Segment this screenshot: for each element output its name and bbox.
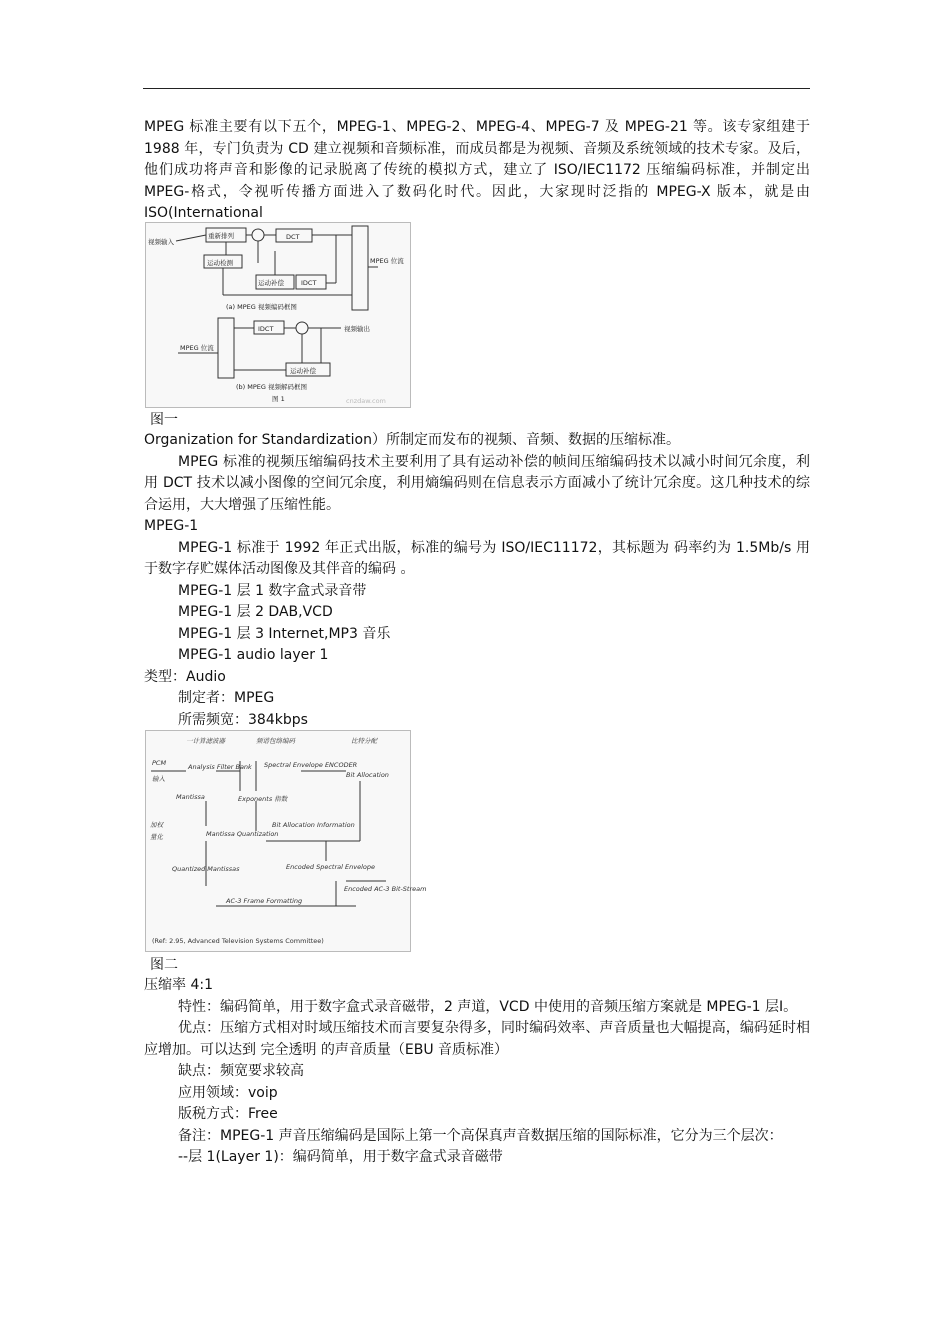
figure1-caption: 图一 [150,412,178,428]
list-layer2: MPEG-1 层 2 DAB,VCD [178,604,333,620]
heading-mpeg1: MPEG-1 [144,518,199,534]
fig1-reorder: 重新排列 [208,232,234,240]
fig1-motion-est: 运动检测 [207,259,233,267]
fig2-credit: (Ref: 2.95, Advanced Television Systems Committee) [152,937,324,945]
paragraph-intro: MPEG 标准主要有以下五个，MPEG-1、MPEG-2、MPEG-4、MPEG-7 及 MPEG-21 等。该专家组建于 1988 年，专门负责为 CD 建立视频和音频标准，而成员都是为视频、音频及系统领域的技术专家。及后，他们成功将声音和影像的记录脱离了传统的模拟方式，建立了 ISO/IEC1172 压缩编码标准，并制定出 MPEG-格式，令视听传播方面进入了数码化时代。因此，大家现时泛指的 MPEG-X 版本，就是由 ISO(International [144,119,810,221]
ratio-line: 压缩率 4:1 [144,977,213,993]
fig1-video-in: 视频输入 [148,238,174,246]
fig2-left2: 量化 [150,833,163,841]
paragraph-mpeg1-standard: MPEG-1 标准于 1992 年正式出版，标准的编号为 ISO/IEC11172，其标题为 码率约为 1.5Mb/s 用于数字存贮媒体活动图像及其伴音的编码 。 [144,539,810,577]
paragraph-org: Organization for Standardization）所制定而发布的视频、音频、数据的压缩标准。 [144,432,680,448]
fig1-idct2: IDCT [258,325,274,333]
maker-line: 制定者：MPEG [178,690,275,706]
fig1-number: 图 1 [272,395,285,403]
fig1-mpeg-in: MPEG 位流 [180,344,214,352]
fig1-dct: DCT [286,233,300,241]
fig1-mpeg-out: MPEG 位流 [370,257,404,265]
note-paragraph: 备注：MPEG-1 声音压缩编码是国际上第一个高保真声音数据压缩的国际标准，它分为三个层次： [178,1127,783,1144]
fig1-motion-comp: 运动补偿 [258,279,284,287]
fig1-idct: IDCT [301,279,317,287]
royalty-line: 版税方式：Free [178,1106,278,1122]
encoder-diagram [146,731,427,951]
layer-note-line: --层 1(Layer 1)：编码简单，用于数字盒式录音磁带 [178,1149,503,1165]
fig2-input: 输入 [152,775,165,783]
fig2-mantissa: Mantissa [176,793,205,801]
figure2-caption: 图二 [150,957,178,973]
bandwidth-line: 所需频宽：384kbps [178,711,308,728]
fig2-top1: 一计算滤波器 [186,737,225,745]
fig1-watermark: cnzdaw.com [346,397,386,405]
figure-ac3-encoder [145,730,427,952]
fig1-video-out: 视频输出 [344,325,370,333]
application-line: 应用领域：voip [178,1084,278,1101]
disadvantage-line: 缺点：频宽要求较高 [178,1063,304,1079]
fig2-exponents: Exponents 指数 [238,795,288,803]
fig2-frame: AC-3 Frame Formatting [226,897,303,905]
fig2-analysis: Analysis Filter Bank [188,763,252,771]
fig2-top2: 频谱包络编码 [256,737,295,745]
fig2-bit-alloc: Bit Allocation [346,771,389,779]
fig2-spectral: Spectral Envelope ENCODER [264,761,358,769]
feature-paragraph: 特性：编码简单，用于数字盒式录音磁带，2 声道，VCD 中使用的音频压缩方案就是 MPEG-1 层Ⅰ。 [178,998,798,1015]
fig1-motion-comp2: 运动补偿 [290,367,316,375]
advantage-paragraph: 优点：压缩方式相对时域压缩技术而言要复杂得多，同时编码效率、声音质量也大幅提高，编码延时相应增加。可以达到 完全透明 的声音质量（EBU 音质标准） [144,1020,810,1058]
fig2-encoded-env: Encoded Spectral Envelope [286,863,375,871]
fig2-pcm: PCM [152,759,167,767]
text-block-main [144,430,810,731]
fig1-caption-a: (a) MPEG 视频编码框图 [226,303,297,311]
audio-layer-title: MPEG-1 audio layer 1 [178,647,329,663]
header-rule [143,88,810,89]
list-layer3: MPEG-1 层 3 Internet,MP3 音乐 [178,625,391,642]
fig2-encoded-out: Encoded AC-3 Bit-Stream [344,885,427,893]
fig1-caption-b: (b) MPEG 视频解码框图 [236,383,308,391]
fig2-left1: 加权 [150,821,163,829]
figure-mpeg-video-codec [145,222,411,408]
type-line: 类型：Audio [144,668,226,685]
fig2-quantized: Quantized Mantissas [172,865,240,873]
fig2-top3: 比特分配 [351,737,377,745]
codec-diagram [146,223,410,407]
paragraph-compression: MPEG 标准的视频压缩编码技术主要利用了具有运动补偿的帧间压缩编码技术以减小时间冗余度，利用 DCT 技术以减小图像的空间冗余度，利用熵编码则在信息表示方面减小了统计冗余度。这几种技术的综合运用，大大增强了压缩性能。 [144,453,810,513]
text-block-props [144,975,810,1169]
fig2-quant: Mantissa Quantization [206,830,279,838]
fig2-bit-info: Bit Allocation Information [272,821,355,829]
list-layer1: MPEG-1 层 1 数字盒式录音带 [178,582,367,599]
